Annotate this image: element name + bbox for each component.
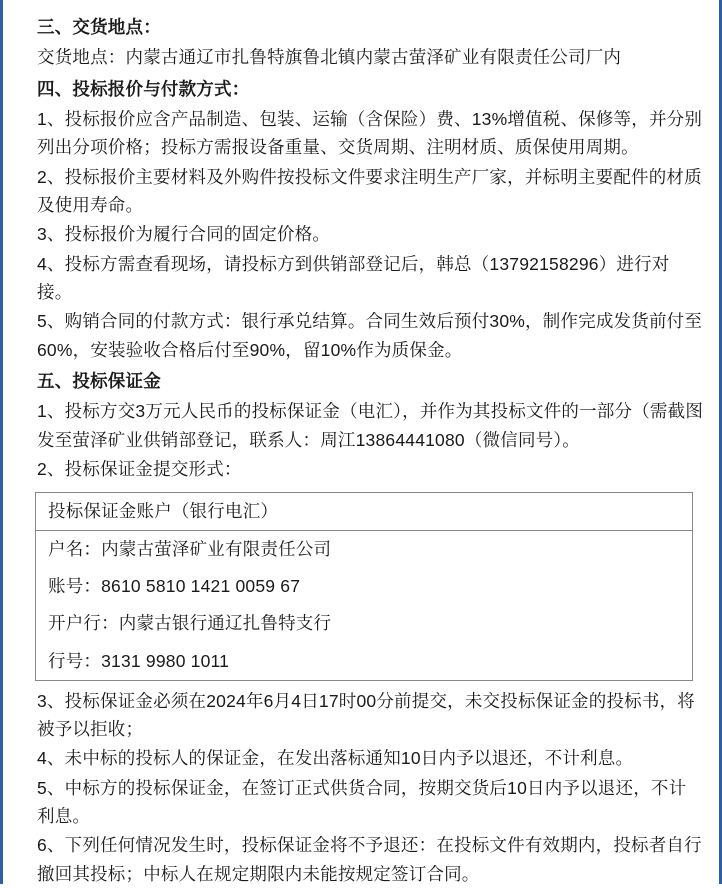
bank-code-row: 行号：3131 9980 1011 <box>48 650 230 671</box>
item-5-6-para: 6、下列任何情况发生时，投标保证金将不予退还：在投标文件有效期内，投标者自行撤回其投标；中标人在规定期限内未能按规定签订合同。 <box>37 835 702 884</box>
item-5-2-para: 2、投标保证金提交形式： <box>37 459 242 480</box>
item-5-5-para: 5、中标方的投标保证金，在签订正式供货合同，按期交货后10日内予以退还，不计利息。 <box>37 777 687 827</box>
item-4-4-para: 4、投标方需查看现场，请投标方到供销部登记后，韩总（13792158296）进行对接。 <box>37 253 670 303</box>
section-heading-5: 五、投标保证金 <box>37 371 161 392</box>
item-4-3-para: 3、投标报价为履行合同的固定价格。 <box>37 224 331 245</box>
account-number-row: 账号：8610 5810 1421 0059 67 <box>48 576 301 596</box>
account-holder-row: 户名：内蒙古萤泽矿业有限责任公司 <box>48 538 332 559</box>
item-4-5-para: 5、购销合同的付款方式：银行承兑结算。合同生效后预付30%，制作完成发货前付至60%，安装验收合格后付至90%，留10%作为质保金。 <box>37 311 703 360</box>
delivery-location-para: 交货地点：内蒙古通辽市扎鲁特旗鲁北镇内蒙古萤泽矿业有限责任公司厂内 <box>37 47 622 68</box>
bank-account-table <box>35 492 693 681</box>
bank-account-table-title: 投标保证金账户（银行电汇） <box>36 493 692 531</box>
item-5-3-para: 3、投标保证金必须在2024年6月4日17时00分前提交，未交投标保证金的投标书，将被予以拒收； <box>37 690 695 740</box>
section-heading-4: 四、投标报价与付款方式： <box>37 78 250 99</box>
item-4-2-para: 2、投标报价主要材料及外购件按投标文件要求注明生产厂家，并标明主要配件的材质及使用寿命。 <box>37 166 702 216</box>
item-5-1-para: 1、投标方交3万元人民币的投标保证金（电汇），并作为其投标文件的一部分（需截图发至萤泽矿业供销部登记，联系人：周江13864441080（微信同号）。 <box>37 401 704 450</box>
item-4-1-para: 1、投标报价应含产品制造、包装、运输（含保险）费、13%增值税、保修等，并分别列出分项价格；投标方需报设备重量、交货周期、注明材质、质保使用周期。 <box>37 109 703 158</box>
document-body <box>21 13 703 888</box>
item-5-4-para: 4、未中标的投标人的保证金，在发出落标通知10日内予以退还，不计利息。 <box>37 748 634 769</box>
section-heading-3: 三、交货地点： <box>37 17 161 37</box>
bank-branch-row: 开户行：内蒙古银行通辽扎鲁特支行 <box>48 613 332 634</box>
